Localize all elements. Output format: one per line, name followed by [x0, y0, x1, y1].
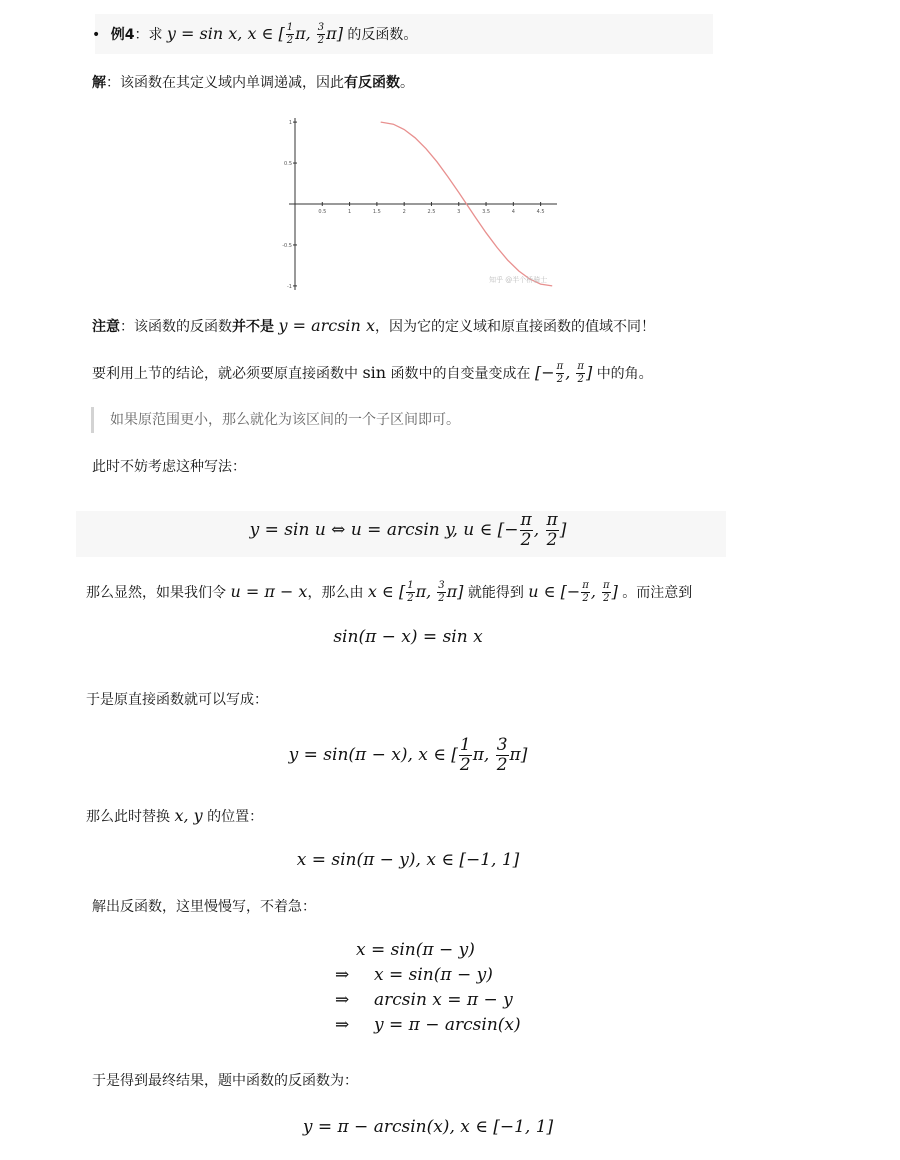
derivation-line-1: x = sin(π − y)	[356, 940, 475, 960]
paragraph-3: 那么显然，如果我们令 u = π − x，那么由 x ∈ [ $\frac{1}{2}$ π, $\frac{3}{2}$ π] 就能得到 u ∈ [− $\frac{\pi}{2}$ , $\frac{\pi}{2}$ ] 。而注意到	[86, 580, 693, 604]
equation-2: sin(π − x) = sin x	[333, 627, 483, 647]
paragraph-4: 于是原直接函数就可以写成：	[86, 692, 268, 708]
paragraph-1: 要利用上节的结论，就必须要原直接函数中 sin 函数中的自变量变成在 [− $\frac{\pi}{2}$ , $\frac{\pi}{2}$ ] 中的角。	[92, 361, 653, 385]
x-tick-label: 3.5	[482, 209, 491, 215]
equation-1: y = sin u ⇔ u = arcsin y, u ∈ [− $\frac{\pi}{2}$ , $\frac{\pi}{2}$ ]	[249, 510, 567, 550]
implies-arrow: ⇒	[335, 990, 350, 1010]
y-tick-label: 1	[288, 120, 292, 127]
paragraph-7: 于是得到最终结果，题中函数的反函数为：	[92, 1073, 358, 1089]
interval-formula: [− $\frac{\pi}{2}$ , $\frac{\pi}{2}$ ]	[535, 361, 593, 385]
x-tick-label: 4.5	[536, 209, 545, 215]
x-tick-label: 0.5	[318, 209, 327, 215]
watermark: 知乎 @半个桥骑士	[489, 276, 548, 284]
x-tick-label: 4	[511, 209, 515, 215]
paragraph-6: 解出反函数，这里慢慢写，不着急：	[92, 899, 316, 915]
equation-4: x = sin(π − y), x ∈ [−1, 1]	[296, 850, 520, 870]
x-tick-label: 3	[457, 209, 461, 215]
x-tick-label: 1.5	[372, 209, 381, 215]
blockquote-text: 如果原范围更小，那么就化为该区间的一个子区间即可。	[110, 412, 460, 428]
derivation-line-2: x = sin(π − y)	[374, 965, 493, 985]
bullet: •	[92, 27, 101, 43]
x-tick-label: 2.5	[427, 209, 436, 215]
paragraph-5: 那么此时替换 x, y 的位置：	[86, 806, 264, 825]
derivation-line-4: y = π − arcsin(x)	[374, 1015, 521, 1035]
note-label: 注意	[92, 319, 120, 335]
x-tick-label: 1	[347, 209, 352, 215]
implies-arrow: ⇒	[335, 965, 350, 985]
example-label: 例4	[110, 27, 135, 43]
paragraph-2: 此时不妨考虑这种写法：	[92, 459, 246, 475]
y-tick-label: -1	[287, 283, 292, 290]
equation-5-final: y = π − arcsin(x), x ∈ [−1, 1]	[302, 1117, 554, 1137]
y-tick-label: -0.5	[282, 242, 292, 249]
x-tick-label: 2	[402, 209, 406, 215]
y-tick-label: 0.5	[284, 161, 292, 168]
implies-arrow: ⇒	[335, 1015, 350, 1035]
solution-label: 解	[92, 75, 106, 91]
note-formula: y = arcsin x	[278, 316, 375, 335]
equation-3: y = sin(π − x), x ∈ [ $\frac{1}{2}$ π, $\frac{3}{2}$ π]	[288, 735, 528, 775]
example-suffix: 的反函数。	[347, 27, 418, 43]
example-line: • 例4：求 y = sin x, x ∈ [ $\frac{1}{2}$ π, $\frac{3}{2}$ π] 的反函数。	[92, 22, 418, 46]
solution-line: 解：该函数在其定义域内单调递减，因此有反函数。	[92, 75, 414, 91]
example-formula: y = sin x, x ∈ [ $\frac{1}{2}$ π, $\frac{3}{2}$ π]	[166, 22, 343, 46]
note-line: 注意：该函数的反函数并不是 y = arcsin x，因为它的定义域和原直接函数的值域不同！	[92, 316, 655, 335]
blockquote-bar	[91, 407, 94, 433]
derivation-line-3: arcsin x = π − y	[374, 990, 513, 1010]
sine-graph	[282, 112, 565, 302]
